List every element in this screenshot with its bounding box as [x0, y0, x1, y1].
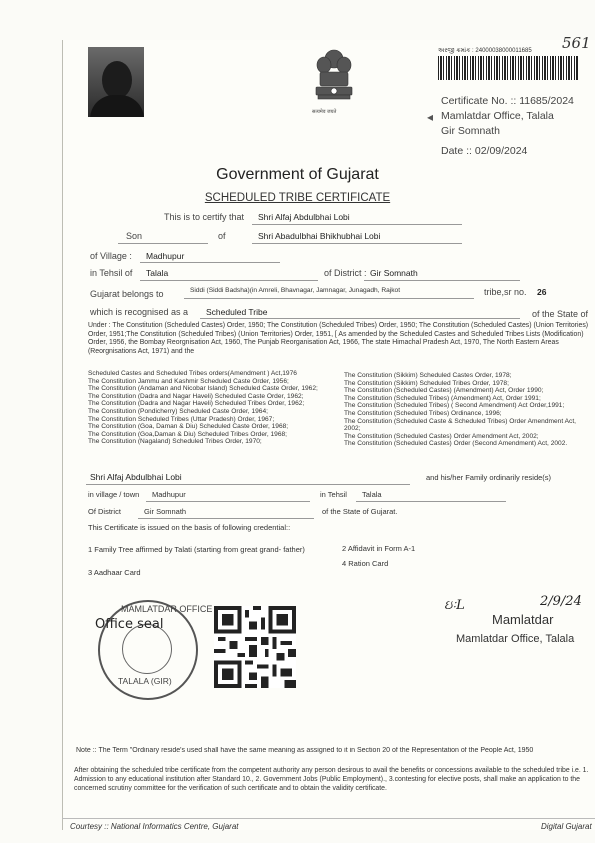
act-item: The Constitution (Nagaland) Scheduled Tribes Order, 1970;	[88, 438, 262, 446]
resident-district: Gir Somnath	[144, 507, 187, 516]
document-subtitle: SCHEDULED TRIBE CERTIFICATE	[204, 192, 391, 204]
footer-digital-gujarat: Digital Gujarat	[541, 822, 592, 831]
resident-district-underline	[138, 518, 314, 519]
act-item: The Constitution (Pondicherry) Scheduled Caste Order, 1964;	[88, 407, 268, 415]
belongs-label: Gujarat belongs to	[90, 289, 164, 299]
of-label: of	[218, 231, 226, 241]
district-label: of District :	[324, 268, 367, 278]
act-item: The Constitution (Scheduled Tribes) (Amendment) Act, Order 1991;	[344, 394, 541, 402]
father-name: Shri Abadulbhai Bhikhubhai Lobi	[258, 231, 381, 241]
act-item: The Constitution (Scheduled Tribes) ( Second Amendment) Act Order,1991;	[344, 402, 565, 410]
resident-village-underline	[146, 501, 310, 502]
resident-tehsil: Talala	[362, 490, 382, 499]
emblem-caption: सत्यमेव जयते	[312, 109, 337, 115]
applicant-name: Shri Alfaj Abdulbhai Lobi	[258, 212, 350, 222]
certificate-number: Certificate No. :: 11685/2024	[441, 95, 574, 107]
issuing-office: Mamlatdar Office, Talala	[441, 110, 554, 122]
application-number: અરજી ક્રમાંક : 24000038000011685	[438, 48, 532, 54]
relation-underline	[118, 243, 208, 244]
act-item: The Constitution Scheduled Tribes (Uttar Pradesh) Order, 1967;	[88, 415, 275, 423]
act-item: The Constitution (Dadra and Nagar Haveli) Scheduled Tribes Order, 1962;	[88, 400, 305, 408]
under-constitution-text: Under : The Constitution (Scheduled Castes) Order, 1950; The Constitution (Scheduled Tribes) Order, 1950; The Constitution (Scheduled Castes) (Union Territories) Order, 1951;The Constitution (Scheduled Tribes) (Union Territories) Order, 1951, [ As amended by the Scheduled Castes and Scheduled Tribes Lists (Modification) Order, 1956, the Bombay Reorgnisation Act, 1960, The Punjab Reorganisation Act, 1966, The state Himachal Pradesh Act, 1970, The North Eastern Areas (Reorgnisations Act, 1971) and the	[88, 322, 589, 355]
photo-shoulders	[90, 95, 144, 117]
name-underline	[252, 224, 462, 225]
signature-scribble: ઇઃL	[444, 598, 465, 613]
father-underline	[252, 243, 462, 244]
act-item: The Constitution (Andaman and Nicobar Island) Scheduled Caste Order, 1962;	[88, 385, 318, 393]
pen-tick-mark: ◂	[427, 110, 434, 124]
tehsil-value: Talala	[146, 268, 169, 278]
credential-item: 4 Ration Card	[342, 559, 389, 568]
applicant-photo	[88, 47, 144, 117]
village-underline	[140, 262, 280, 263]
act-item: The Constitution (Sikkim) Scheduled Tribes Order, 1978;	[344, 379, 509, 387]
signature-date: 2/9/24	[540, 594, 582, 609]
act-item: The Constitution (Scheduled Castes) (Amendment) Act, Order 1990;	[344, 387, 544, 395]
village-value: Madhupur	[146, 251, 185, 261]
resident-village: Madhupur	[152, 490, 186, 499]
act-item: Scheduled Castes and Scheduled Tribes orders(Amendment ) Act,1976	[88, 370, 297, 377]
certificate-info	[441, 94, 574, 159]
application-barcode	[438, 56, 578, 80]
issuing-district: Gir Somnath	[441, 125, 500, 137]
stamp-bottom-text: TALALA (GIR)	[118, 676, 172, 686]
credential-item: 3 Aadhaar Card	[88, 568, 141, 577]
act-item: The Constitution (Dadra and Nagar Haveli) Scheduled Caste Order, 1962;	[88, 392, 304, 400]
acts-list-left	[88, 370, 338, 446]
signatory-title: Mamlatdar	[492, 612, 554, 627]
resident-district-label: Of District	[88, 507, 121, 516]
document-title: Government of Gujarat	[216, 166, 379, 183]
act-item: The Constitution Jammu and Kashmir Scheduled Caste Order, 1956;	[88, 377, 289, 385]
recognised-label: which is recognised as a	[90, 307, 189, 317]
tehsil-label: in Tehsil of	[90, 268, 133, 278]
act-item: The Constitution (Scheduled Tribes) Ordinance, 1996;	[344, 409, 502, 417]
national-emblem-icon	[308, 45, 360, 117]
act-item: The Constitution (Sikkim) Scheduled Castes Order, 1978;	[344, 372, 512, 379]
act-item: The Constitution (Goa,Daman & Diu) Scheduled Tribes Order, 1968;	[88, 430, 288, 438]
district-value: Gir Somnath	[370, 268, 418, 278]
qr-code-icon	[214, 606, 296, 688]
tribe-value: Siddi (Siddi Badsha)(in Amreli, Bhavnagar, Jamnagar, Junagadh, Rajkot	[190, 287, 401, 294]
state-gujarat-label: of the State of Gujarat.	[322, 507, 398, 516]
family-reside-label: and his/her Family ordinarily reside(s)	[426, 473, 552, 482]
footer-courtesy: Courtesy :: National Informatics Centre, Gujarat	[70, 822, 239, 831]
credential-item: 2 Affidavit in Form A-1	[342, 544, 416, 553]
issue-date: Date :: 02/09/2024	[441, 145, 528, 157]
resident-tehsil-label: in Tehsil	[320, 490, 347, 499]
after-obtaining-text: After obtaining the scheduled tribe certificate from the competent authority any person desirous to avail the benefits or concessions available to the scheduled tribe i.e. 1. Admission to any educational institution after Standard 10., 2. Government Jobs (Public Employment)., 3.contesting for elective posts, shall make an application to the concerned scrutiny committee for the verification of such certificate and to obtain the validity certificate.	[74, 767, 589, 792]
tehsil-underline	[140, 280, 318, 281]
recognised-value: Scheduled Tribe	[206, 307, 268, 317]
tribe-sr-value: 26	[537, 287, 547, 297]
handwritten-reference: 561	[562, 34, 591, 52]
stamp-top-text: MAMLATDAR OFFICE	[121, 604, 213, 614]
credentials-label: This Certificate is issued on the basis of following credential::	[88, 523, 291, 532]
act-item: The Constitution (Scheduled Castes) Order Amendment Act, 2002;	[344, 432, 539, 440]
act-item: The Constitution (Goa, Daman & Diu) Scheduled Caste Order, 1968;	[88, 423, 289, 431]
village-town-label: in village / town	[88, 490, 140, 499]
district-underline	[364, 280, 520, 281]
relation-value: Son	[126, 231, 143, 241]
recognised-underline	[200, 318, 520, 319]
photo-face	[102, 61, 132, 99]
certify-label: This is to certify that	[164, 212, 245, 222]
resident-tehsil-underline	[356, 501, 506, 502]
note-text: Note :: The Term "Ordinary reside's used shall have the same meaning as assigned to it in Section 20 of the Representation of the People Act, 1950	[76, 747, 534, 754]
state-of-label: of the State of	[532, 309, 589, 319]
office-seal-label: Office seal	[95, 617, 164, 632]
tribe-sr-label: tribe,sr no.	[484, 287, 527, 297]
signatory-office: Mamlatdar Office, Talala	[456, 633, 575, 645]
act-item: The Constitution (Scheduled Castes) Order (Second Amendment) Act, 2002.	[344, 440, 568, 448]
resident-name-underline	[86, 484, 410, 485]
credential-item: 1 Family Tree affirmed by Talati (starting from great grand- father)	[88, 545, 305, 554]
resident-name: Shri Alfaj Abdulbhai Lobi	[90, 472, 182, 482]
acts-list-right	[344, 372, 594, 448]
tribe-underline	[184, 298, 474, 299]
act-item: The Constitution (Scheduled Caste & Scheduled Tribes) Order Amendment Act, 2002;	[344, 417, 577, 433]
village-label: of Village :	[90, 251, 132, 261]
